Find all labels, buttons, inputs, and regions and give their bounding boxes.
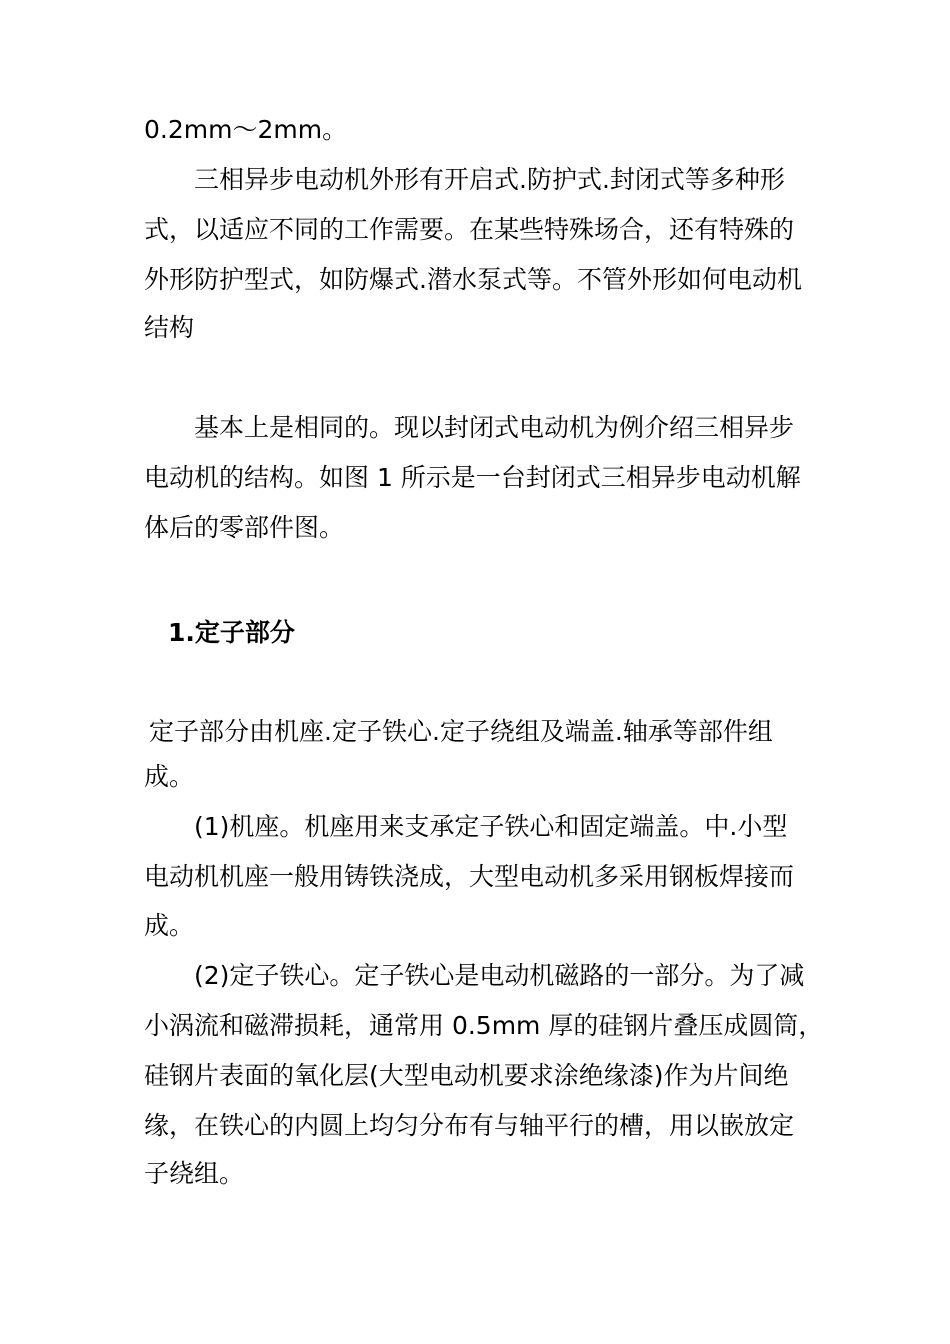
text-line: 0.2mm～2mm。 (144, 115, 348, 144)
text-line: 式，以适应不同的工作需要。在某些特殊场合，还有特殊的 (144, 215, 795, 244)
text-line: 缘，在铁心的内圆上均匀分布有与轴平行的槽，用以嵌放定 (144, 1111, 795, 1140)
text-line: 外形防护型式，如防爆式.潜水泵式等。不管外形如何电动机 (144, 265, 802, 294)
text-line: 结构 (144, 313, 195, 342)
text-line: 三相异步电动机外形有开启式.防护式.封闭式等多种形 (194, 165, 785, 194)
text-line: 成。 (144, 911, 195, 940)
text-line: 成。 (144, 762, 195, 791)
text-line: (2)定子铁心。定子铁心是电动机磁路的一部分。为了减 (194, 961, 805, 990)
text-line: 电动机机座一般用铸铁浇成，大型电动机多采用钢板焊接而 (144, 862, 795, 891)
text-line: (1)机座。机座用来支承定子铁心和固定端盖。中.小型 (194, 812, 788, 841)
text-line: 小涡流和磁滞损耗，通常用 0.5mm 厚的硅钢片叠压成圆筒， (144, 1011, 824, 1040)
text-line: 子绕组。 (144, 1159, 245, 1188)
text-line: 硅钢片表面的氧化层(大型电动机要求涂绝缘漆)作为片间绝 (144, 1061, 789, 1090)
text-line: 电动机的结构。如图 1 所示是一台封闭式三相异步电动机解 (144, 463, 801, 492)
section-heading: 1.定子部分 (168, 618, 295, 647)
text-line: 定子部分由机座.定子铁心.定子绕组及端盖.轴承等部件组 (149, 717, 773, 746)
text-line: 体后的零部件图。 (144, 513, 345, 542)
text-line: 基本上是相同的。现以封闭式电动机为例介绍三相异步 (194, 413, 795, 442)
